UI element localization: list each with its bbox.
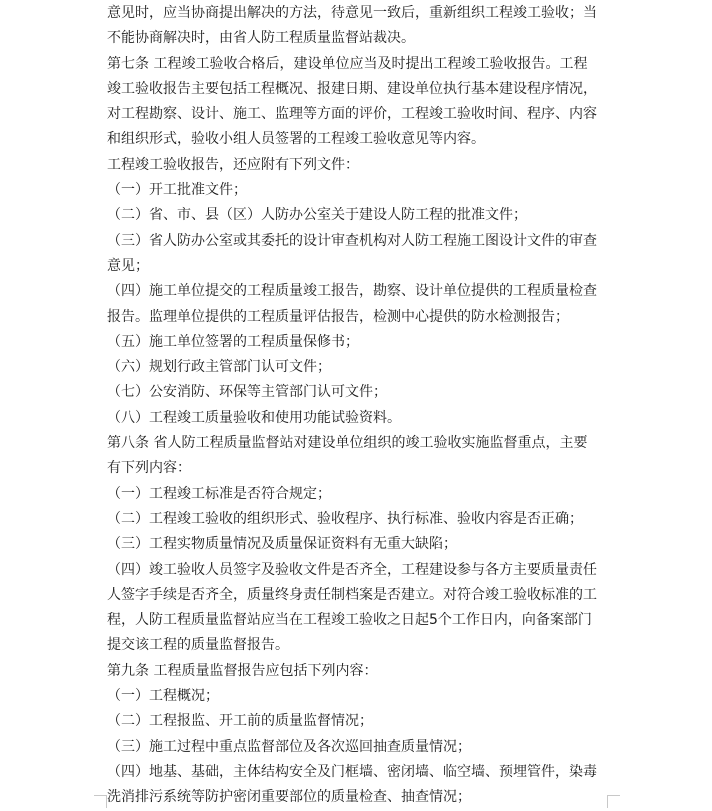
page-corner-mark-right [607, 795, 620, 808]
text-line: 洗消排污系统等防护密闭重要部位的质量检查、抽查情况； [107, 789, 471, 806]
text-line: 第七条 工程竣工验收合格后，建设单位应当及时提出工程竣工验收报告。工程 [107, 55, 588, 72]
text-line: 第八条 省人防工程质量监督站对建设单位组织的竣工验收实施监督重点，主要 [107, 435, 588, 452]
text-line: 有下列内容： [107, 460, 191, 477]
text-line: 对工程勘察、设计、施工、监理等方面的评价，工程竣工验收时间、程序、内容 [107, 106, 597, 123]
text-line: 意见时，应当协商提出解决的方法，待意见一致后，重新组织工程竣工验收；当 [107, 5, 597, 21]
page-corner-mark-left [94, 795, 107, 808]
text-line: （四）地基、基础，主体结构安全及门框墙、密闭墙、临空墙、预埋管件，染毒 [107, 763, 597, 780]
text-line: 不能协商解决时，由省人防工程质量监督站裁决。 [107, 30, 415, 47]
text-line: 程，人防工程质量监督站应当在工程竣工验收之日起5个工作日内，向备案部门 [107, 612, 592, 629]
text-line: （二）省、市、县（区）人防办公室关于建设人防工程的批准文件； [107, 207, 527, 224]
text-line: 竣工验收报告主要包括工程概况、报建日期、建设单位执行基本建设程序情况， [107, 80, 597, 97]
text-line: （七）公安消防、环保等主管部门认可文件； [107, 384, 387, 401]
text-line: 意见； [107, 257, 149, 274]
text-line: （一）开工批准文件； [107, 182, 247, 199]
text-line: 人签字手续是否齐全，质量终身责任制档案是否建立。对符合竣工验收标准的工 [107, 586, 597, 603]
text-line: （一）工程竣工标准是否符合规定； [107, 485, 331, 502]
text-line: 提交该工程的质量监督报告。 [107, 637, 289, 654]
document-body [107, 0, 607, 811]
text-line: （六）规划行政主管部门认可文件； [107, 359, 331, 376]
text-line: 和组织形式，验收小组人员签署的工程竣工验收意见等内容。 [107, 131, 485, 148]
text-line: （四）竣工验收人员签字及验收文件是否齐全，工程建设参与各方主要质量责任 [107, 561, 597, 578]
text-line: （八）工程竣工质量验收和使用功能试验资料。 [107, 409, 401, 426]
text-line: （三）工程实物质量情况及质量保证资料有无重大缺陷； [107, 536, 457, 553]
text-line: （四）施工单位提交的工程质量竣工报告，勘察、设计单位提供的工程质量检查 [107, 283, 597, 300]
text-line: （三）施工过程中重点监督部位及各次巡回抽查质量情况； [107, 738, 471, 755]
text-line: 第九条 工程质量监督报告应包括下列内容： [107, 662, 378, 679]
text-line: 工程竣工验收报告，还应附有下列文件： [107, 156, 359, 173]
text-line: （五）施工单位签署的工程质量保修书； [107, 333, 359, 350]
text-line: （一）工程概况； [107, 688, 219, 705]
text-line: 报告。监理单位提供的工程质量评估报告，检测中心提供的防水检测报告； [107, 308, 569, 325]
text-line: （二）工程报监、开工前的质量监督情况； [107, 713, 373, 730]
text-line: （二）工程竣工验收的组织形式、验收程序、执行标准、验收内容是否正确； [107, 510, 583, 527]
text-line: （三）省人防办公室或其委托的设计审查机构对人防工程施工图设计文件的审查 [107, 232, 597, 249]
